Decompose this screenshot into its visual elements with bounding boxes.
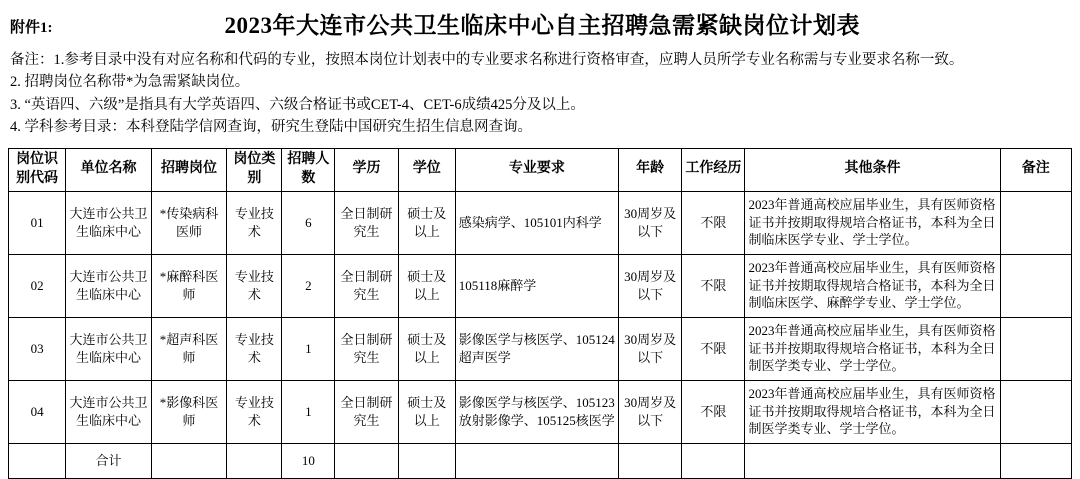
- cell-unit: 大连市公共卫生临床中心: [66, 254, 152, 317]
- note-line-1: 备注：1.参考目录中没有对应名称和代码的专业，按照本岗位计划表中的专业要求名称进行资格审查，应聘人员所学专业名称需与专业要求名称一致。: [10, 52, 964, 68]
- table-total-row: [9, 443, 1072, 478]
- total-label: 合计: [66, 443, 152, 478]
- cell-count: 6: [282, 191, 335, 254]
- total-empty-type: [227, 443, 282, 478]
- cell-remark: [1000, 191, 1072, 254]
- table-header-row: [9, 148, 1072, 191]
- total-empty-degree: [398, 443, 455, 478]
- total-empty-age: [619, 443, 682, 478]
- total-count: 10: [282, 443, 335, 478]
- column-header-id: 岗位识别代码: [9, 148, 66, 191]
- notes-block: [8, 49, 1072, 139]
- cell-age: 30周岁及以下: [619, 380, 682, 443]
- cell-unit: 大连市公共卫生临床中心: [66, 380, 152, 443]
- note-line-3: 3. “英语四、六级”是指具有大学英语四、六级合格证书或CET-4、CET-6成绩425分及以上。: [10, 96, 585, 113]
- recruitment-plan-table: [8, 148, 1072, 479]
- cell-type: 专业技术: [227, 254, 282, 317]
- cell-post: *传染病科医师: [151, 191, 226, 254]
- cell-age: 30周岁及以下: [619, 254, 682, 317]
- column-header-age: 年龄: [619, 148, 682, 191]
- column-header-education: 学历: [335, 148, 398, 191]
- total-empty-post: [151, 443, 226, 478]
- cell-education: 全日制研究生: [335, 191, 398, 254]
- cell-education: 全日制研究生: [335, 380, 398, 443]
- cell-post: *超声科医师: [151, 317, 226, 380]
- cell-age: 30周岁及以下: [619, 191, 682, 254]
- cell-degree: 硕士及以上: [398, 380, 455, 443]
- column-header-post: 招聘岗位: [151, 148, 226, 191]
- total-empty-remark: [1000, 443, 1072, 478]
- cell-count: 2: [282, 254, 335, 317]
- page-title: 2023年大连市公共卫生临床中心自主招聘急需紧缺岗位计划表: [224, 13, 860, 38]
- cell-type: 专业技术: [227, 380, 282, 443]
- cell-experience: 不限: [682, 191, 745, 254]
- cell-experience: 不限: [682, 380, 745, 443]
- column-header-other: 其他条件: [745, 148, 1000, 191]
- cell-degree: 硕士及以上: [398, 254, 455, 317]
- total-empty-major: [455, 443, 618, 478]
- cell-major: 感染病学、105101内科学: [455, 191, 618, 254]
- total-empty-education: [335, 443, 398, 478]
- column-header-remark: 备注: [1000, 148, 1072, 191]
- total-label-cell: [9, 443, 66, 478]
- cell-remark: [1000, 317, 1072, 380]
- column-header-experience: 工作经历: [682, 148, 745, 191]
- table-row: [9, 317, 1072, 380]
- cell-remark: [1000, 254, 1072, 317]
- cell-count: 1: [282, 380, 335, 443]
- cell-id: 02: [9, 254, 66, 317]
- cell-id: 03: [9, 317, 66, 380]
- cell-education: 全日制研究生: [335, 254, 398, 317]
- table-row: [9, 380, 1072, 443]
- cell-degree: 硕士及以上: [398, 317, 455, 380]
- cell-education: 全日制研究生: [335, 317, 398, 380]
- column-header-type: 岗位类别: [227, 148, 282, 191]
- cell-major: 105118麻醉学: [455, 254, 618, 317]
- cell-type: 专业技术: [227, 317, 282, 380]
- cell-other: 2023年普通高校应届毕业生，具有医师资格证书并按期取得规培合格证书，本科为全日制医学类专业、学士学位。: [745, 380, 1000, 443]
- cell-id: 01: [9, 191, 66, 254]
- cell-remark: [1000, 380, 1072, 443]
- cell-degree: 硕士及以上: [398, 191, 455, 254]
- table-row: [9, 254, 1072, 317]
- total-empty-experience: [682, 443, 745, 478]
- cell-experience: 不限: [682, 254, 745, 317]
- total-empty-other: [745, 443, 1000, 478]
- cell-other: 2023年普通高校应届毕业生，具有医师资格证书并按期取得规培合格证书，本科为全日制临床医学、麻醉学专业、学士学位。: [745, 254, 1000, 317]
- cell-major: 影像医学与核医学、105124超声医学: [455, 317, 618, 380]
- cell-age: 30周岁及以下: [619, 317, 682, 380]
- attachment-label: 附件1:: [10, 20, 53, 36]
- cell-post: *影像科医师: [151, 380, 226, 443]
- column-header-unit: 单位名称: [66, 148, 152, 191]
- table-row: [9, 191, 1072, 254]
- note-line-4: 4. 学科参考目录：本科登陆学信网查询，研究生登陆中国研究生招生信息网查询。: [10, 119, 532, 136]
- cell-count: 1: [282, 317, 335, 380]
- column-header-count: 招聘人数: [282, 148, 335, 191]
- note-line-2: 2. 招聘岗位名称带*为急需紧缺岗位。: [10, 74, 250, 91]
- cell-experience: 不限: [682, 317, 745, 380]
- cell-unit: 大连市公共卫生临床中心: [66, 317, 152, 380]
- cell-other: 2023年普通高校应届毕业生，具有医师资格证书并按期取得规培合格证书，本科为全日制医学类专业、学士学位。: [745, 317, 1000, 380]
- cell-type: 专业技术: [227, 191, 282, 254]
- cell-id: 04: [9, 380, 66, 443]
- cell-other: 2023年普通高校应届毕业生，具有医师资格证书并按期取得规培合格证书，本科为全日制临床医学专业、学士学位。: [745, 191, 1000, 254]
- cell-unit: 大连市公共卫生临床中心: [66, 191, 152, 254]
- cell-post: *麻醉科医师: [151, 254, 226, 317]
- cell-major: 影像医学与核医学、105123放射影像学、105125核医学: [455, 380, 618, 443]
- column-header-degree: 学位: [398, 148, 455, 191]
- column-header-major: 专业要求: [455, 148, 618, 191]
- title-row: [8, 6, 1072, 40]
